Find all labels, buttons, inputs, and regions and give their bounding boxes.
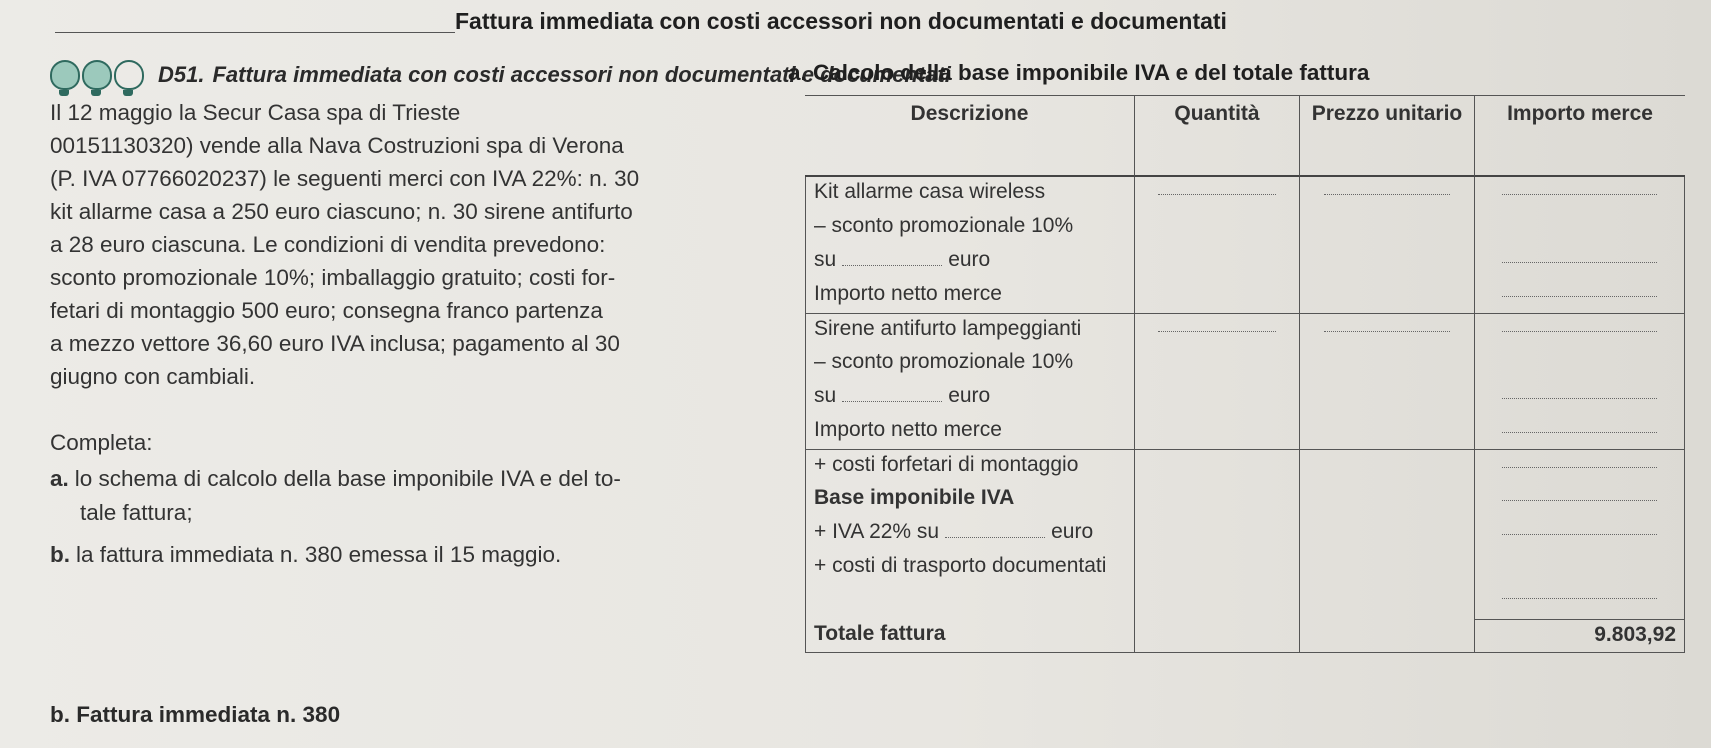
amount-field[interactable] xyxy=(1475,551,1685,619)
exercise-line: a 28 euro ciascuna. Le condizioni di vendita prevedono: xyxy=(50,232,606,257)
desc-montaggio: + costi forfetari di montaggio xyxy=(805,449,1135,483)
top-rule xyxy=(55,32,455,33)
desc-netto: Importo netto merce xyxy=(805,279,1135,313)
section-title: Fattura immediata con costi accessori non documentati e documentati xyxy=(455,8,1227,34)
table-row xyxy=(805,347,1685,381)
task-a-continuation: tale fattura; xyxy=(80,500,193,525)
table-title: a. Calcolo della base imponibile IVA e del totale fattura xyxy=(788,60,1370,85)
desc-totale: Totale fattura xyxy=(805,619,1135,653)
task-letter: b. xyxy=(50,542,70,567)
exercise-line: kit allarme casa a 250 euro ciascuno; n. 30 sirene antifurto xyxy=(50,199,633,224)
table-row xyxy=(805,551,1685,619)
table-row xyxy=(805,449,1685,483)
table-row xyxy=(805,279,1685,313)
amount-field[interactable] xyxy=(1475,415,1685,449)
qty-field[interactable] xyxy=(1135,177,1300,211)
price-field[interactable] xyxy=(1300,177,1475,211)
amount-field[interactable] xyxy=(1475,313,1685,347)
price-field[interactable] xyxy=(1300,313,1475,347)
exercise-body xyxy=(50,96,780,393)
amount-field[interactable] xyxy=(1475,483,1685,517)
table-row xyxy=(805,211,1685,245)
lightbulb-icon xyxy=(82,60,112,90)
desc-netto: Importo netto merce xyxy=(805,415,1135,449)
amount-field[interactable] xyxy=(1475,449,1685,483)
task-b xyxy=(50,542,561,568)
exercise-number: D51. xyxy=(158,62,205,87)
lightbulb-outline-icon xyxy=(114,60,144,90)
header-quantita: Quantità xyxy=(1135,95,1300,177)
desc-su: su euro xyxy=(805,381,1135,415)
table-row-total xyxy=(805,619,1685,653)
task-a-text: lo schema di calcolo della base imponibile IVA e del to- xyxy=(74,466,621,491)
exercise-title-text: Fattura immediata con costi accessori non documentati e documentati xyxy=(212,62,951,87)
table-row xyxy=(805,177,1685,211)
desc-sconto: – sconto promozionale 10% xyxy=(805,211,1135,245)
exercise-line: giugno con cambiali. xyxy=(50,364,256,389)
task-a xyxy=(50,466,621,492)
qty-field[interactable] xyxy=(1135,313,1300,347)
header-descrizione: Descrizione xyxy=(805,95,1135,177)
desc-su: su euro xyxy=(805,245,1135,279)
amount-field[interactable] xyxy=(1475,279,1685,313)
amount-field[interactable] xyxy=(1475,517,1685,551)
desc-kit: Kit allarme casa wireless xyxy=(805,177,1135,211)
table-row xyxy=(805,381,1685,415)
iva-base-field[interactable] xyxy=(945,537,1045,538)
table-row xyxy=(805,517,1685,551)
task-b-text: la fattura immediata n. 380 emessa il 15 maggio. xyxy=(76,542,562,567)
table-row xyxy=(805,483,1685,517)
header-prezzo-unitario: Prezzo unitario xyxy=(1300,95,1475,177)
desc-sirene: Sirene antifurto lampeggianti xyxy=(805,313,1135,347)
amount-field[interactable] xyxy=(1475,245,1685,279)
exercise-line: fetari di montaggio 500 euro; consegna franco partenza xyxy=(50,298,603,323)
exercise-line: 00151130320) vende alla Nava Costruzioni spa di Verona xyxy=(50,133,624,158)
difficulty-bulbs xyxy=(50,60,144,90)
exercise-line: a mezzo vettore 36,60 euro IVA inclusa; pagamento al 30 xyxy=(50,331,620,356)
invoice-section-title: b. Fattura immediata n. 380 xyxy=(50,702,341,727)
task-letter: a. xyxy=(50,466,69,491)
table-header-row xyxy=(805,95,1685,177)
header-importo-merce: Importo merce xyxy=(1475,95,1685,177)
desc-trasporto: + costi di trasporto documentati xyxy=(805,551,1135,619)
desc-sconto: – sconto promozionale 10% xyxy=(805,347,1135,381)
exercise-line: (P. IVA 07766020237) le seguenti merci con IVA 22%: n. 30 xyxy=(50,166,640,191)
su-field[interactable] xyxy=(842,401,942,402)
total-value: 9.803,92 xyxy=(1475,619,1685,653)
amount-field[interactable] xyxy=(1475,177,1685,211)
desc-base-imponibile: Base imponibile IVA xyxy=(805,483,1135,517)
table-row xyxy=(805,313,1685,347)
amount-field[interactable] xyxy=(1475,381,1685,415)
exercise-line: Il 12 maggio la Secur Casa spa di Trieste xyxy=(50,100,461,125)
table-row xyxy=(805,245,1685,279)
exercise-line: sconto promozionale 10%; imballaggio gratuito; costi for- xyxy=(50,265,616,290)
desc-iva: + IVA 22% su euro xyxy=(805,517,1135,551)
su-field[interactable] xyxy=(842,265,942,266)
completa-label: Completa: xyxy=(50,430,153,455)
calculation-table xyxy=(805,95,1685,653)
lightbulb-icon xyxy=(50,60,80,90)
table-row xyxy=(805,415,1685,449)
